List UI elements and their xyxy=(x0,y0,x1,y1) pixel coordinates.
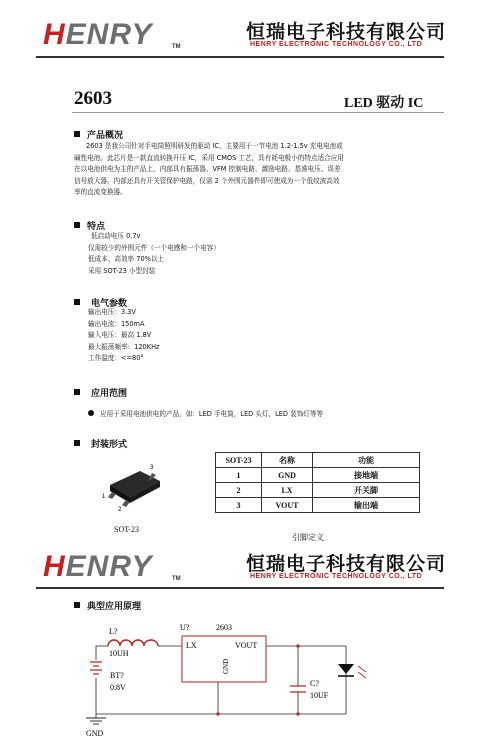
applications-item xyxy=(88,409,323,421)
capacitor-value: 10UF xyxy=(310,691,329,700)
section-bullet-icon xyxy=(74,389,80,395)
company-name-en: HENRY ELECTRONIC TECHNOLOGY CO., LTD xyxy=(250,573,423,580)
part-title: LED 驱动 IC xyxy=(344,96,424,111)
inductor-ref: L? xyxy=(109,627,118,636)
pin-label-1: 1 xyxy=(102,494,106,500)
applications-text: 应用于采用电池供电的产品，如：LED 手电筒，LED 头灯，LED 装饰灯等等 xyxy=(100,410,324,418)
ic-ref: U? xyxy=(180,623,190,632)
company-name-cn: 恒瑞电子科技有限公司 xyxy=(246,553,447,575)
header-rule xyxy=(36,56,444,58)
company-name-en: HENRY ELECTRONIC TECHNOLOGY CO., LTD xyxy=(250,41,423,48)
part-number: 2603 xyxy=(74,88,112,109)
section-overview-heading xyxy=(74,128,123,141)
table-cell: VOUT xyxy=(262,498,313,513)
features-list xyxy=(88,231,220,277)
params-list xyxy=(88,307,160,365)
feature-item: 低启动电压 0.7v xyxy=(91,232,141,240)
param-item: 工作温度：<=80° xyxy=(88,354,144,363)
ic-pin-vout: VOUT xyxy=(235,641,258,650)
henry-logo xyxy=(43,550,152,584)
battery-value: 0.8V xyxy=(110,683,126,692)
section-bullet-icon xyxy=(74,299,80,305)
battery-ref: BT? xyxy=(110,671,124,680)
table-row xyxy=(216,468,420,483)
table-cell: 2 xyxy=(216,483,262,498)
table-cell: 接地端 xyxy=(313,468,420,483)
led-symbol xyxy=(338,664,366,680)
param-item: 输出电压：3.3V xyxy=(88,308,136,316)
application-circuit-schematic xyxy=(80,614,400,748)
params-heading-text: 电气参数 xyxy=(91,299,128,309)
section-bullet-icon xyxy=(74,602,80,608)
table-cell: 3 xyxy=(216,498,262,513)
logo-letters-rest: ENRY xyxy=(65,550,153,583)
section-bullet-icon xyxy=(74,131,80,137)
sot23-package-drawing xyxy=(96,455,176,515)
feature-item: 仅需较少的外围元件（一个电感和一个电容） xyxy=(88,243,220,252)
logo-letter-h: H xyxy=(43,550,66,583)
table-cell: GND xyxy=(262,468,313,483)
title-rule xyxy=(72,112,444,113)
table-row xyxy=(216,483,420,498)
ic-pin-lx: LX xyxy=(186,641,197,650)
logo-letters-rest: ENRY xyxy=(65,18,153,51)
features-heading-text: 特点 xyxy=(87,222,106,232)
inductor-symbol xyxy=(108,640,158,646)
table-cell: 输出端 xyxy=(313,498,420,513)
overview-line: 碱性电池。此芯片是一款直流转换升压 IC，采用 CMOS 工艺，具有耗电极小的特点适合应用 xyxy=(74,153,344,162)
logo-letter-h: H xyxy=(43,18,66,51)
feature-item: 采用 SOT-23 小型封装 xyxy=(88,266,156,275)
overview-line: 在以电池供电为主的产品上，内部具有振荡器、VFM 控制电路、激励电路、基准电压、误差 xyxy=(74,165,341,174)
capacitor-ref: C? xyxy=(310,679,319,688)
section-bullet-icon xyxy=(74,222,80,228)
inductor-value: 10UH xyxy=(109,649,129,658)
overview-line: 信号放大器。内部还具有开关管保护电路，仅需 2 个外围元器件即可使成为一个低纹波高效 xyxy=(74,176,340,185)
table-row xyxy=(216,498,420,513)
feature-item: 低成本、高效率 70%以上 xyxy=(88,255,165,264)
ground-label: GND xyxy=(86,729,104,738)
logo-tm: TM xyxy=(172,576,181,582)
pin-table-caption: 引脚定义 xyxy=(292,533,324,542)
section-circuit-heading xyxy=(74,599,141,612)
ic-part: 2603 xyxy=(216,623,232,632)
table-cell: LX xyxy=(262,483,313,498)
applications-heading-text: 应用范围 xyxy=(91,389,128,399)
ic-pin-gnd: GND xyxy=(222,658,230,674)
circuit-heading-text: 典型应用原理 xyxy=(87,602,142,612)
pin-label-3: 3 xyxy=(150,465,154,471)
henry-logo xyxy=(43,18,152,52)
table-cell: 1 xyxy=(216,468,262,483)
section-bullet-icon xyxy=(74,440,80,446)
ground-symbol xyxy=(86,718,106,724)
capacitor-symbol xyxy=(290,686,306,692)
header-top xyxy=(0,0,486,62)
logo-tm: TM xyxy=(172,44,181,50)
pin-definition-table xyxy=(215,452,420,513)
junction-dots xyxy=(216,644,299,715)
company-name-cn: 恒瑞电子科技有限公司 xyxy=(246,21,447,43)
battery-symbol xyxy=(90,662,102,674)
section-applications-heading xyxy=(74,386,127,399)
overview-line: 率的直流变换器。 xyxy=(74,188,127,197)
table-header: 功能 xyxy=(313,453,420,468)
table-cell: 开关脚 xyxy=(313,483,420,498)
param-item: 输出电流：150mA xyxy=(88,319,145,328)
table-header: 名称 xyxy=(262,453,313,468)
pin-label-2: 2 xyxy=(118,507,122,513)
header-rule xyxy=(36,587,444,589)
table-header: SOT-23 xyxy=(216,453,262,468)
package-caption: SOT-23 xyxy=(114,525,140,534)
section-package-heading xyxy=(74,437,127,450)
table-header-row xyxy=(216,453,420,468)
package-heading-text: 封装形式 xyxy=(91,440,128,450)
param-item: 输入电压：最高 1.8V xyxy=(88,331,152,340)
overview-heading-text: 产品概况 xyxy=(87,131,124,141)
overview-body xyxy=(74,141,454,199)
header-mid xyxy=(0,540,486,590)
param-item: 最大振荡频率：120KHz xyxy=(88,342,160,351)
overview-line: 2603 是我公司针对手电筒照明研发的驱动 IC，主要用于一节电池 1.2-1.5v 充电电池或 xyxy=(86,142,343,150)
bullet-dot-icon xyxy=(88,410,94,416)
